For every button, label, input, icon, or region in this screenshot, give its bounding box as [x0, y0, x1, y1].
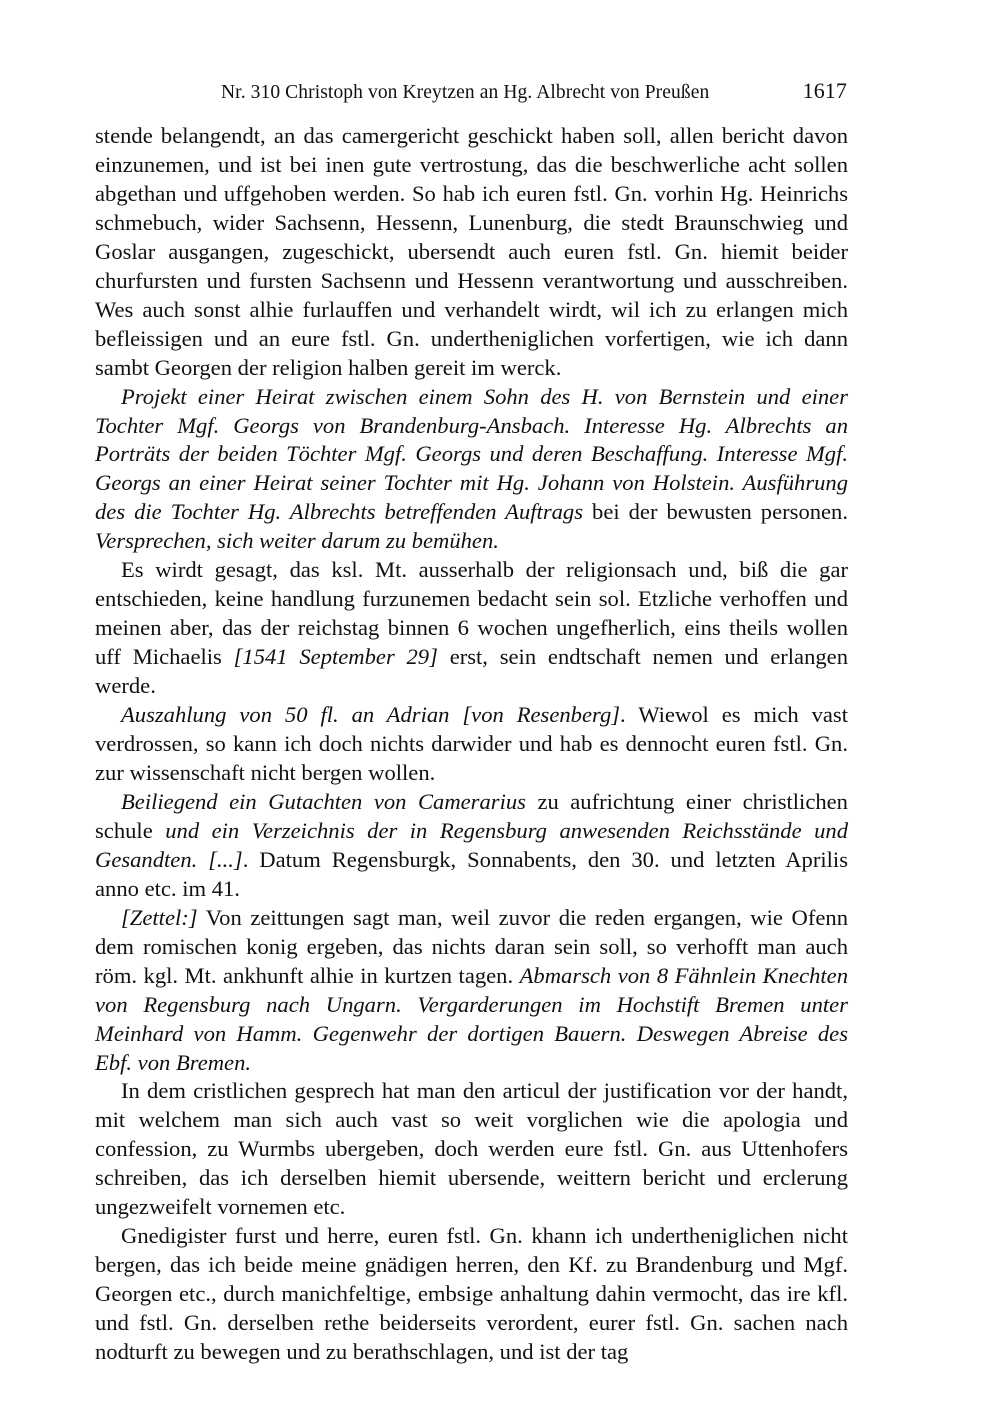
- paragraph: [95, 383, 848, 557]
- paragraph: [95, 788, 848, 904]
- paragraph: [95, 556, 848, 701]
- roman-run: Gnedigister furst und herre, euren fstl. Gn. khann ich undertheniglichen nicht bergen, das ich beide meine gnädigen herren, den Kf. zu Brandenburg und Mgf. Georgen etc., durch manichfeltige, embsige anhaltung dahin vermocht, das ire kfl. und fstl. Gn. derselben rethe beiderseits verordent, eurer fstl. Gn. sachen nach nodturft zu bewegen und zu berathschlagen, und ist der tag: [95, 1223, 848, 1365]
- italic-run: Versprechen, sich weiter darum zu bemühen.: [95, 528, 499, 554]
- paragraph: [95, 1222, 848, 1367]
- roman-run: . Wiewol es mich vast verdrossen, so kann ich doch nichts darwider und hab es dennocht euren fstl. Gn. zur wissenschaft nicht bergen wollen.: [95, 702, 848, 785]
- italic-run: Projekt einer Heirat zwischen einem Sohn des H. von Bernstein und einer Tochter Mgf. Georgs von Brandenburg-Ansbach. Interesse Hg. Albrechts an Porträts der beiden Töchter Mgf. Georgs und deren Beschaffung. Interesse Mgf. Georgs an einer Heirat seiner Tochter mit Hg. Johann von Holstein. Ausführung des die Tochter Hg. Albrechts betreffenden Auftrags: [95, 383, 848, 525]
- italic-run: und ein Verzeichnis der in Regensburg anwesenden Reichsstände und Gesandten. [...]: [95, 817, 848, 872]
- paragraph: [95, 122, 848, 383]
- italic-run: [Zettel:]: [121, 904, 198, 930]
- paragraph: [95, 1077, 848, 1222]
- roman-run: . Datum Regensburgk, Sonnabents, den 30. und letzten Aprilis anno etc. im 41.: [95, 846, 848, 901]
- roman-run: stende belangendt, an das camergericht geschickt haben soll, allen bericht davon einzunemen, und ist bei inen gute vertrostung, das die beschwerliche acht sollen abgethan und uffgehoben werden. So hab ich euren fstl. Gn. vorhin Hg. Heinrichs schmebuch, wider Sachsenn, Hessenn, Lunenburg, die stedt Braunschwieg und Goslar ausgangen, zugeschickt, ubersendt auch euren fstl. Gn. hiemit beider churfursten und fursten Sachsenn und Hessenn verantwortung und ausschreiben. Wes auch sonst alhie furlauffen und verhandelt wirdt, wil ich zu erlangen mich befleissigen und an eure fstl. Gn. undertheniglichen vorfertigen, wie ich dann sambt Georgen der religion halben gereit im werck.: [95, 123, 848, 380]
- roman-run: In dem cristlichen gesprech hat man den articul der justification vor der handt, mit welchem man sich auch vast so weit vorglichen wie die apologia und confession, zu Wurmbs ubergeben, doch werden eure fstl. Gn. aus Uttenhofers schreiben, das ich derselben hiemit ubersende, weittern bericht und erclerung ungezweifelt vornemen etc.: [95, 1078, 848, 1220]
- page-number: 1617: [802, 78, 847, 103]
- body-text-block: [95, 122, 848, 1367]
- italic-run: Auszahlung von 50 fl. an Adrian [von Resenberg]: [121, 702, 621, 728]
- italic-run: Beiliegend ein Gutachten von Camerarius: [121, 788, 526, 814]
- running-head: [95, 78, 847, 104]
- running-head-title: Nr. 310 Christoph von Kreytzen an Hg. Albrecht von Preußen: [221, 82, 710, 103]
- roman-run: erst, sein endtschaft nemen und erlangen werde.: [95, 644, 848, 699]
- italic-run: [1541 September 29]: [233, 644, 438, 670]
- roman-run: bei der bewusten personen.: [583, 499, 849, 525]
- roman-run: Von zeittungen sagt man, weil zuvor die reden ergangen, wie Ofenn dem romischen konig ergeben, das nichts daran sein soll, so verhofft man auch röm. kgl. Mt. ankhunft alhie in kurtzen tagen.: [95, 904, 848, 988]
- paragraph: [95, 701, 848, 788]
- paragraph: [95, 904, 848, 1078]
- roman-run: zu aufrichtung einer christlichen schule: [95, 788, 848, 843]
- roman-run: Es wirdt gesagt, das ksl. Mt. ausserhalb der religionsach und, biß die gar entschieden, keine handlung furzunemen bedacht sein sol. Etzliche verhoffen und meinen aber, das der reichstag binnen 6 wochen ungefherlich, eins theils wollen uff Michaelis: [95, 557, 848, 670]
- italic-run: Abmarsch von 8 Fähnlein Knechten von Regensburg nach Ungarn. Vergarderungen im Hochstift Bremen unter Meinhard von Hamm. Gegenwehr der dortigen Bauern. Deswegen Abreise des Ebf. von Bremen.: [95, 962, 848, 1075]
